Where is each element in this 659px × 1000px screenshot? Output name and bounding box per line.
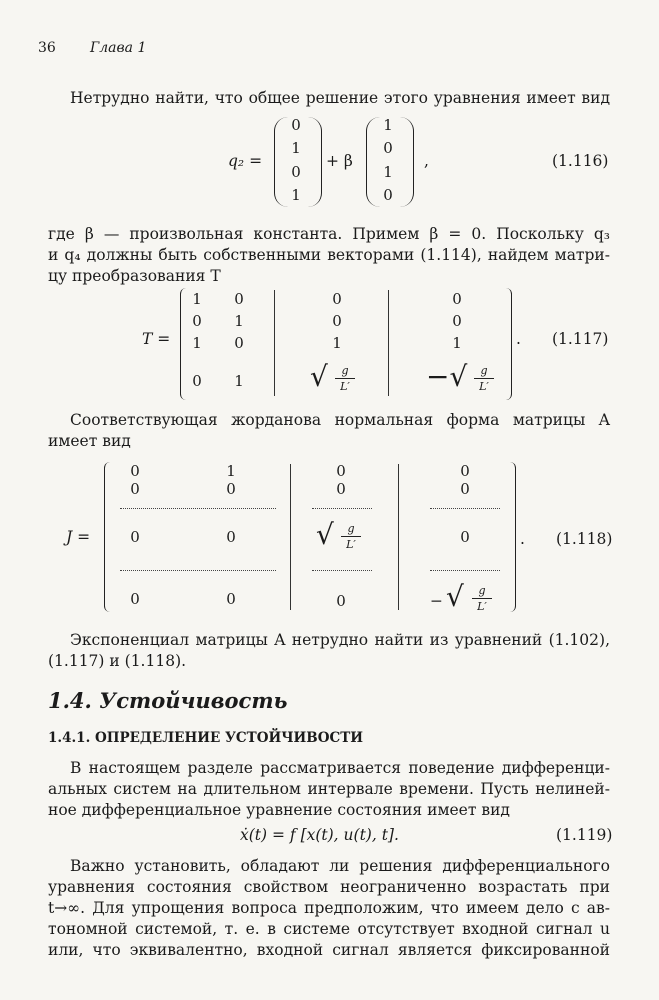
fraction-g-over-l [335, 364, 355, 393]
dotted-divider [430, 570, 500, 571]
dotted-divider [312, 508, 372, 509]
vec-a-entry: 1 [291, 139, 301, 157]
matrix-entry: 0 [226, 590, 236, 608]
matrix-entry: 0 [130, 528, 140, 546]
dotted-divider [430, 508, 500, 509]
equation-number: (1.118) [556, 530, 613, 548]
text-line: Важно установить, обладают ли решения дифференциального [70, 857, 610, 875]
paragraph-3 [70, 410, 610, 431]
equation-number: (1.116) [552, 152, 609, 170]
eq-lhs: q₂ = [228, 152, 263, 170]
matrix-entry: 0 [226, 528, 236, 546]
plus-beta: + β [326, 152, 353, 170]
paragraph-3-cont [48, 431, 131, 452]
text-line: альных систем на длительном интервале времени. Пусть нелиней- [48, 780, 610, 798]
text-line: уравнения состояния свойством неограниченно возрастать при [48, 878, 610, 896]
text-line: или, что эквивалентно, входной сигнал является фиксированной [48, 941, 610, 959]
matrix-entry: 0 [130, 462, 140, 480]
column-divider [388, 290, 389, 396]
vec-a-entry: 0 [291, 163, 301, 181]
frac-numerator: g [480, 364, 488, 377]
frac-numerator: g [347, 522, 355, 535]
matrix-entry: 0 [130, 590, 140, 608]
vec-b-entry: 0 [383, 186, 393, 204]
fraction-bar [472, 598, 492, 599]
fraction-g-over-l [341, 522, 361, 551]
sqrt-sign: √ [446, 580, 464, 613]
eq-period: . [516, 330, 521, 348]
equation-1-117 [0, 284, 659, 404]
vec-b-entry: 1 [383, 116, 393, 134]
matrix-entry: 1 [192, 334, 202, 352]
matrix-entry: 1 [234, 312, 244, 330]
equation-1-116 [0, 112, 659, 212]
paragraph-6-cont [48, 877, 610, 961]
matrix-entry: 0 [192, 312, 202, 330]
equation-number: (1.119) [556, 826, 613, 844]
sqrt-sign: √ [316, 518, 334, 551]
text-line: t→∞. Для упрощения вопроса предположим, что имеем дело с ав- [48, 899, 610, 917]
frac-numerator: g [478, 584, 486, 597]
column-divider [290, 464, 291, 610]
frac-numerator: g [341, 364, 349, 377]
matrix-entry: 0 [336, 480, 346, 498]
paragraph-4-cont [48, 651, 186, 672]
frac-denominator: L′ [340, 380, 350, 393]
column-divider [398, 464, 399, 610]
matrix-entry: 0 [234, 334, 244, 352]
frac-denominator: L′ [479, 380, 489, 393]
matrix-entry: 0 [332, 290, 342, 308]
text-line: тономной системой, т. е. в системе отсутствует входной сигнал u [48, 920, 610, 938]
dotted-divider [120, 570, 276, 571]
paragraph-5 [70, 758, 610, 779]
fraction-bar [335, 378, 355, 379]
frac-denominator: L′ [346, 538, 356, 551]
text-line: В настоящем разделе рассматривается поведение дифференци- [70, 759, 610, 777]
matrix-entry: 0 [336, 592, 346, 610]
vec-a-entry: 1 [291, 186, 301, 204]
matrix-entry: 0 [452, 290, 462, 308]
page-number: 36 [38, 40, 56, 56]
eq-period: . [520, 530, 525, 548]
vec-b-entry: 0 [383, 139, 393, 157]
text-line: Соответствующая жорданова нормальная форма матрицы A [70, 411, 610, 429]
eq-lhs: T = [142, 330, 171, 348]
matrix-entry: 1 [192, 290, 202, 308]
matrix-entry: 0 [452, 312, 462, 330]
vec-a-entry: 0 [291, 116, 301, 134]
text-line: (1.117) и (1.118). [48, 652, 187, 670]
matrix-entry: 1 [452, 334, 462, 352]
section-heading: 1.4. Устойчивость [48, 688, 288, 713]
text-line: цу преобразования T [48, 267, 221, 285]
paragraph-4 [70, 630, 610, 651]
matrix-entry: 0 [192, 372, 202, 390]
text-line: и q₄ должны быть собственными векторами (1.114), найдем матри- [48, 246, 610, 264]
frac-denominator: L′ [477, 600, 487, 613]
text-line: имеет вид [48, 432, 131, 450]
subsection-heading: 1.4.1. ОПРЕДЕЛЕНИЕ УСТОЙЧИВОСТИ [48, 730, 364, 746]
paragraph-2 [48, 224, 610, 287]
fraction-bar [474, 378, 494, 379]
matrix-entry: 0 [336, 462, 346, 480]
text-line: где β — произвольная константа. Примем β = 0. Поскольку q₃ [48, 225, 610, 243]
minus-sign: − [430, 592, 443, 610]
sqrt-sign: −√ [426, 360, 468, 393]
column-divider [274, 290, 275, 396]
fraction-g-over-l [474, 364, 494, 393]
equation-number: (1.117) [552, 330, 609, 348]
text-line: Экспоненциал матрицы A нетрудно найти из уравнений (1.102), [70, 631, 610, 649]
dotted-divider [312, 570, 372, 571]
matrix-entry: 0 [460, 480, 470, 498]
paragraph-5-cont [48, 779, 610, 821]
matrix-entry: 0 [130, 480, 140, 498]
matrix-entry: 0 [460, 462, 470, 480]
eq-lhs: J = [66, 528, 91, 546]
sqrt-sign: √ [310, 360, 328, 393]
matrix-entry: 1 [234, 372, 244, 390]
matrix-entry: 0 [460, 528, 470, 546]
fraction-bar [341, 536, 361, 537]
matrix-entry: 1 [226, 462, 236, 480]
matrix-entry: 0 [234, 290, 244, 308]
paragraph-1 [70, 88, 610, 109]
equation-1-119 [0, 826, 659, 850]
text-line: ное дифференциальное уравнение состояния имеет вид [48, 801, 510, 819]
eq-comma: , [424, 152, 429, 170]
dotted-divider [120, 508, 276, 509]
paragraph-6 [70, 856, 610, 877]
vec-b-entry: 1 [383, 163, 393, 181]
fraction-g-over-l [472, 584, 492, 613]
text-line: Нетрудно найти, что общее решение этого уравнения имеет вид [70, 89, 610, 107]
equation-1-118 [0, 458, 659, 618]
matrix-entry: 0 [226, 480, 236, 498]
matrix-entry: 0 [332, 312, 342, 330]
chapter-title: Глава 1 [90, 40, 147, 56]
matrix-entry: 1 [332, 334, 342, 352]
eq-formula: ẋ(t) = f [x(t), u(t), t]. [240, 826, 399, 844]
